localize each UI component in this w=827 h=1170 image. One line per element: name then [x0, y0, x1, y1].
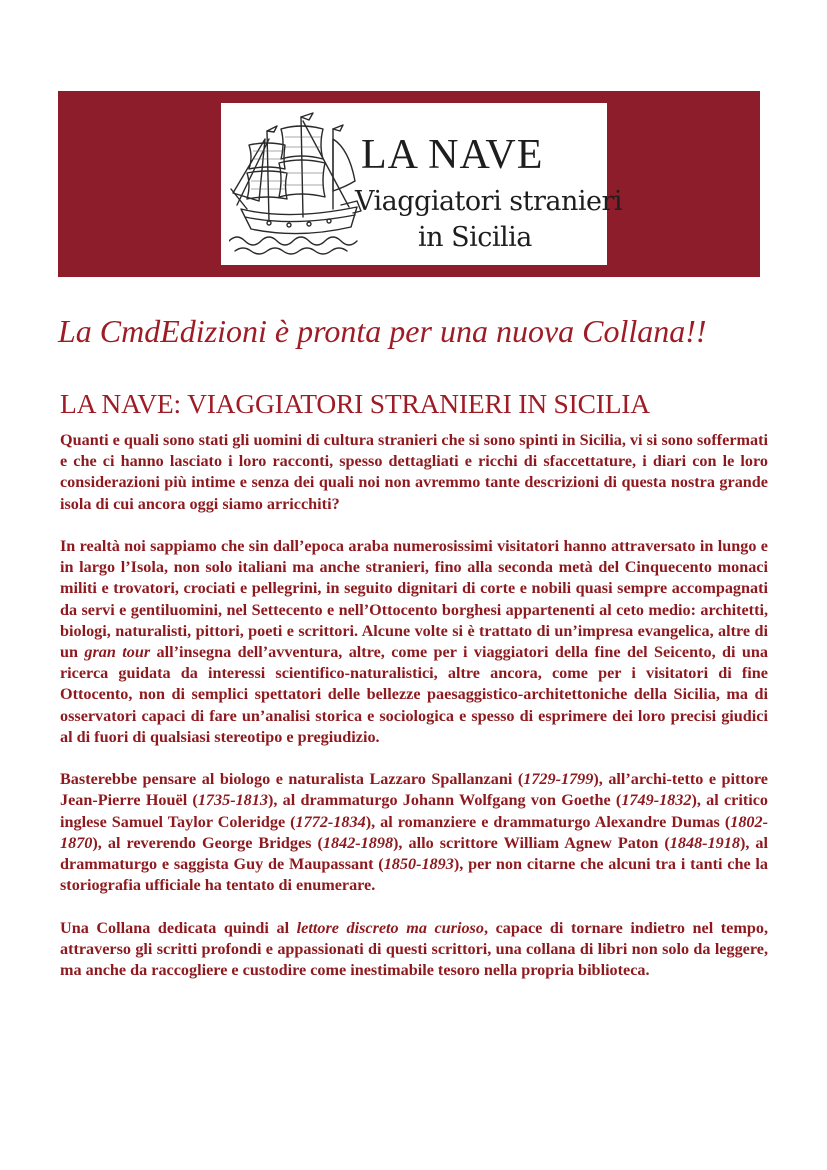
author-dates: 1802-1870 — [60, 812, 768, 852]
section-title: LA NAVE: VIAGGIATORI STRANIERI IN SICILIA — [60, 388, 650, 419]
paragraph-authors-text: Basterebbe pensare al biologo e naturalista Lazzaro Spallanzani ( — [60, 770, 524, 789]
paragraph-collection-text: Una Collana dedicata quindi al — [60, 918, 297, 937]
paragraph-history-text: In realtà noi sappiamo che sin dall’epoca araba numerosissimi visitatori hanno attraversato in lungo e in largo l’Isola, non solo italiani ma anche stranieri, fino alla seconda metà del Cinquecento monaci militi e trovatori, crociati e pellegrini, in seguito dignitari di corte e nobili quasi sempre accompagnati da servi e gentiluomini, nel Settecento e nell’Ottocento borghesi appartenenti al ceto medio: architetti, biologi, naturalisti, pittori, poeti e scrittori. Alcune volte si è trattato di un’impresa evangelica, altre di un — [60, 537, 768, 662]
author-dates: 1749-1832 — [621, 791, 692, 810]
logo-subtitle-line2: in Sicilia — [418, 222, 532, 253]
paragraph-authors-text: ), al reverendo George Bridges ( — [92, 833, 323, 852]
paragraph-intro-text: Quanti e quali sono stati gli uomini di cultura stranieri che si sono spinti in Sicilia, vi si sono soffermati e che ci hanno lasciato i loro racconti, spesso dettagliati e ricchi di sfaccettature, i diari con le loro considerazioni più intime e senza dei quali noi non avremmo tante descrizioni di questa nostra grande isola di cui ancora oggi siamo arricchiti? — [60, 431, 768, 513]
paragraph-authors-text: ), al drammaturgo e saggista Guy de Maupassant ( — [60, 833, 769, 874]
author-dates: 1735-1813 — [197, 791, 268, 810]
paragraph-authors-text: ), al drammaturgo Johann Wolfgang von Goethe ( — [267, 791, 622, 810]
paragraph-collection — [60, 918, 768, 982]
logo-title: LA NAVE — [361, 132, 544, 178]
paragraph-authors-text: ), per non citarne che alcuni tra i tanti che la storiografia ufficiale ha tentato di enumerare. — [60, 855, 769, 895]
header-banner — [58, 91, 760, 277]
logo-subtitle-line1: Viaggiatori stranieri — [355, 186, 623, 217]
author-dates: 1842-1898 — [322, 833, 394, 852]
paragraph-history — [60, 536, 768, 748]
body-text — [60, 430, 768, 1002]
italic-gran-tour: gran tour — [84, 643, 151, 662]
paragraph-intro — [60, 430, 768, 515]
paragraph-collection-text: , capace di tornare indietro nel tempo, attraverso gli scritti profondi e appassionati di questi scrittori, una collana di libri non solo da leggere, ma anche da raccogliere e custodire come inestimabile tesoro nella propria biblioteca. — [60, 918, 768, 980]
paragraph-authors-text: ), all’archi-tetto e pittore Jean-Pierre Houël ( — [60, 770, 768, 810]
logo — [221, 103, 623, 265]
italic-reader: lettore discreto ma curioso — [296, 918, 484, 937]
paragraph-history-text: all’insegna dell’avventura, altre, come per i viaggiatori della fine del Seicento, di una ricerca guidata da interessi scientifico-naturalistici, altre ancora, come per i visitatori di fine Ottocento, non di semplici spettatori delle bellezze paesaggistico-architettoniche della Sicilia, ma di osservatori capaci di fare un’analisi storica e sociologica e spesso di esprimere dei loro precisi giudici al di fuori di qualsiasi stereotipo e pregiudizio. — [60, 643, 768, 746]
author-dates: 1850-1893 — [383, 855, 454, 874]
author-dates: 1848-1918 — [669, 833, 740, 852]
author-dates: 1729-1799 — [523, 770, 594, 789]
author-dates: 1772-1834 — [295, 812, 366, 831]
sailing-ship-icon — [229, 109, 367, 259]
paragraph-authors — [60, 769, 768, 896]
headline: La CmdEdizioni è pronta per una nuova Collana!! — [58, 313, 707, 349]
paragraph-authors-text: ), al romanziere e drammaturgo Alexandre Dumas ( — [365, 812, 731, 831]
paragraph-authors-text: ), al critico inglese Samuel Taylor Coleridge ( — [60, 791, 768, 831]
paragraph-authors-text: ), allo scrittore William Agnew Paton ( — [393, 833, 670, 852]
